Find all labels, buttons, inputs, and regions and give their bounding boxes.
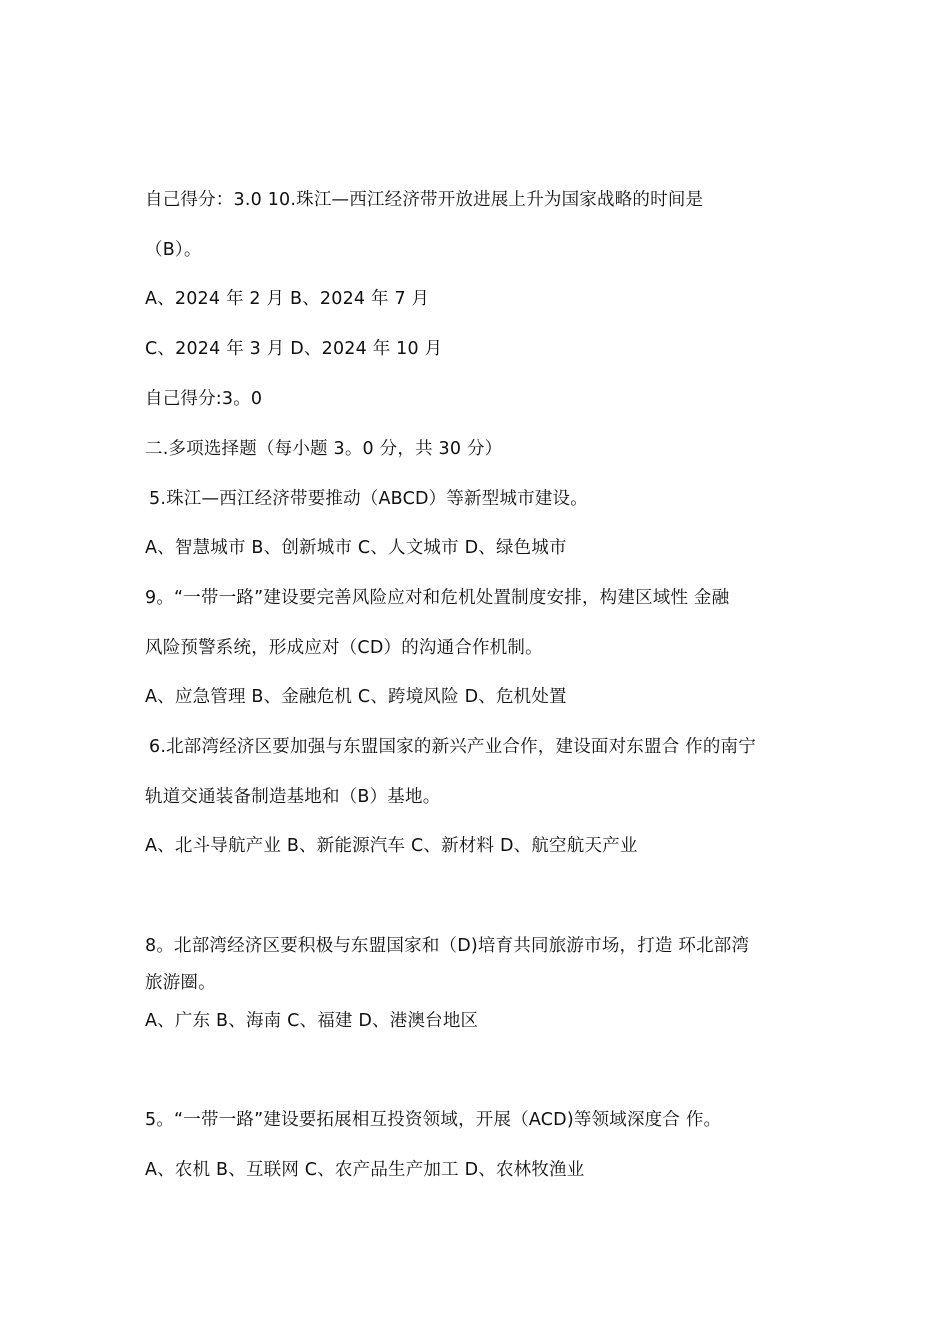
section-heading: 二.多项选择题（每小题 3。0 分，共 30 分） — [145, 439, 503, 459]
question-5-city: 5.珠江—西江经济带要推动（ABCD）等新型城市建设。 — [149, 489, 588, 509]
question-6-options: A、北斗导航产业 B、新能源汽车 C、新材料 D、航空航天产业 — [145, 836, 638, 856]
score-and-question-10: 自己得分：3.0 10.珠江—西江经济带开放进展上升为国家战略的时间是 — [145, 190, 704, 210]
question-9-options: A、应急管理 B、金融危机 C、跨境风险 D、危机处置 — [145, 687, 567, 707]
question-6-continued: 轨道交通装备制造基地和（B）基地。 — [145, 787, 441, 807]
question-8-options: A、广东 B、海南 C、福建 D、港澳台地区 — [145, 1011, 479, 1031]
question-10-options-ab: A、2024 年 2 月 B、2024 年 7 月 — [145, 289, 430, 309]
question-10-options-cd: C、2024 年 3 月 D、2024 年 10 月 — [145, 339, 443, 359]
question-5-city-options: A、智慧城市 B、创新城市 C、人文城市 D、绿色城市 — [145, 538, 567, 558]
question-10-answer: （B）。 — [145, 240, 202, 260]
question-8: 8。北部湾经济区要积极与东盟国家和（D)培育共同旅游市场，打造 环北部湾 — [145, 936, 750, 956]
score-line: 自己得分:3。0 — [145, 389, 263, 409]
question-6: 6.北部湾经济区要加强与东盟国家的新兴产业合作，建设面对东盟合 作的南宁 — [149, 737, 756, 757]
question-5-investment-options: A、农机 B、互联网 C、农产品生产加工 D、农林牧渔业 — [145, 1160, 585, 1180]
question-9: 9。“一带一路”建设要完善风险应对和危机处置制度安排，构建区域性 金融 — [145, 588, 730, 608]
question-8-continued: 旅游圈。 — [145, 973, 216, 993]
question-5-investment: 5。“一带一路”建设要拓展相互投资领域，开展（ACD)等领域深度合 作。 — [145, 1110, 722, 1130]
question-9-continued: 风险预警系统，形成应对（CD）的沟通合作机制。 — [145, 638, 543, 658]
